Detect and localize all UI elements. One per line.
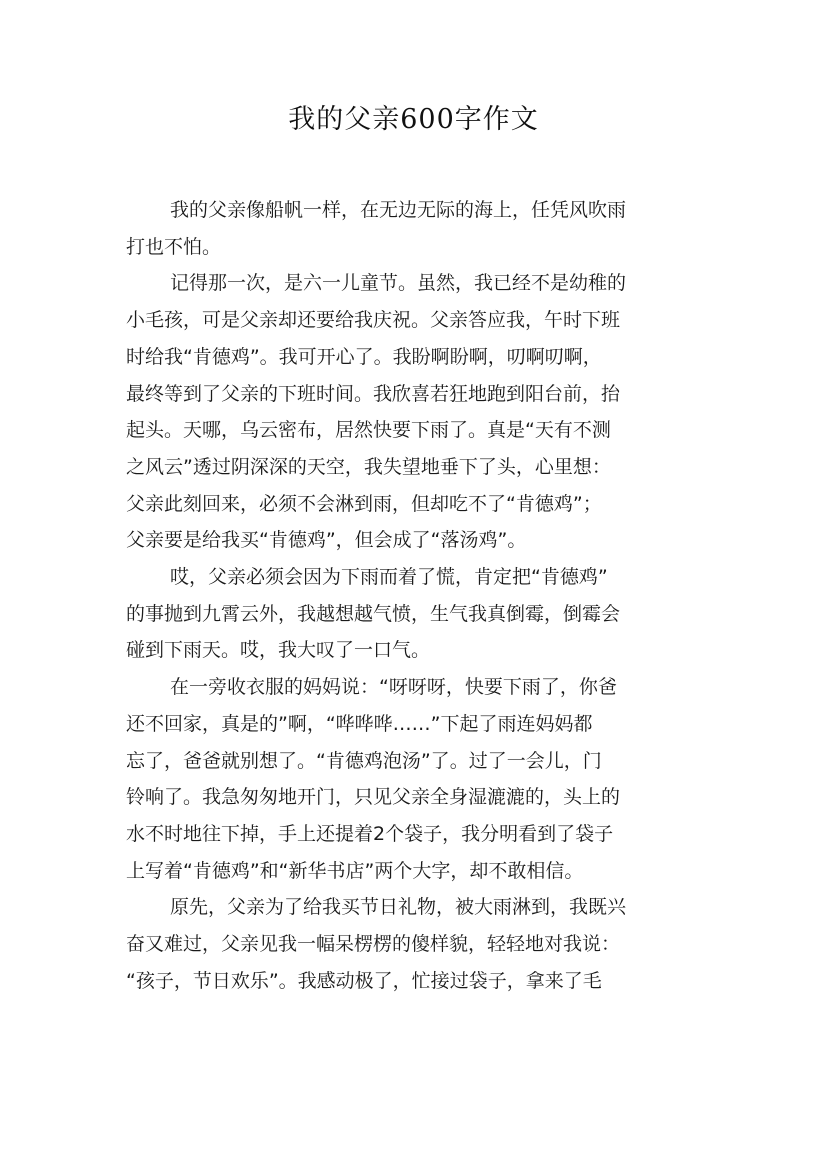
paragraph-line: “孩子，节日欢乐”。我感动极了，忙接过袋子，拿来了毛 <box>126 969 602 992</box>
paragraph-line: 时给我“肯德鸡”。我可开心了。我盼啊盼啊，叨啊叨啊， <box>126 345 602 368</box>
paragraph-line: 最终等到了父亲的下班时间。我欣喜若狂地跑到阳台前，抬 <box>126 382 621 405</box>
paragraph-line: 打也不怕。 <box>126 235 222 258</box>
paragraph-line: 上写着“肯德鸡”和“新华书店”两个大字，却不敢相信。 <box>126 859 584 882</box>
paragraph-line: 起头。天哪，乌云密布，居然快要下雨了。真是“天有不测 <box>126 419 611 442</box>
paragraph-line: 忘了，爸爸就别想了。“肯德鸡泡汤”了。过了一会儿，门 <box>126 749 602 772</box>
document-title: 我的父亲600字作文 <box>288 104 539 135</box>
paragraph-line: 水不时地往下掉，手上还提着2个袋子，我分明看到了袋子 <box>126 822 614 845</box>
paragraph-line: 碰到下雨天。哎，我大叹了一口气。 <box>126 639 431 662</box>
paragraph-line: 父亲要是给我买“肯德鸡”，但会成了“落汤鸡”。 <box>126 529 527 552</box>
paragraph-line: 哎，父亲必须会因为下雨而着了慌，肯定把“肯德鸡” <box>170 566 608 588</box>
paragraph-line: 在一旁收衣服的妈妈说：“呀呀呀，快要下雨了，你爸 <box>170 676 617 699</box>
paragraph-line: 父亲此刻回来，必须不会淋到雨，但却吃不了“肯德鸡”； <box>126 492 602 515</box>
paragraph-line: 奋又难过，父亲见我一幅呆楞楞的傻样貌，轻轻地对我说： <box>126 933 621 955</box>
paragraph-line: 记得那一次，是六一儿童节。虽然，我已经不是幼稚的 <box>170 272 627 295</box>
paragraph-line: 的事抛到九霄云外，我越想越气愤，生气我真倒霉，倒霉会 <box>126 602 621 625</box>
paragraph-line: 我的父亲像船帆一样，在无边无际的海上，任凭风吹雨 <box>170 199 627 221</box>
paragraph-line: 铃响了。我急匆匆地开门，只见父亲全身湿漉漉的，头上的 <box>126 786 621 809</box>
paragraph-line: 小毛孩，可是父亲却还要给我庆祝。父亲答应我，午时下班 <box>126 309 621 332</box>
paragraph-line: 还不回家，真是的”啊，“哗哗哗……”下起了雨连妈妈都 <box>126 712 593 735</box>
paragraph-line: 原先，父亲为了给我买节日礼物，被大雨淋到，我既兴 <box>170 896 627 919</box>
paragraph-line: 之风云”透过阴深深的天空，我失望地垂下了头，心里想： <box>126 455 611 478</box>
